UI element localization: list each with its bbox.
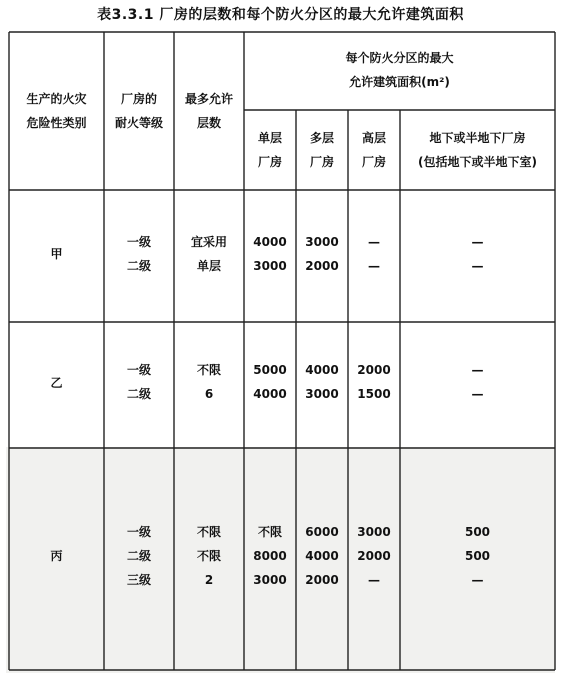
header-max-floors: 最多允许 层数 — [184, 92, 233, 130]
header-underground: 地下或半地下厂房 (包括地下或半地下室) — [418, 131, 537, 169]
row-jia-high: — — — [368, 235, 380, 273]
header-category: 生产的火灾 危险性类别 — [26, 92, 87, 130]
row-bing-max-floors: 不限 不限 2 — [196, 525, 221, 587]
table-title: 表3.3.1 厂房的层数和每个防火分区的最大允许建筑面积 — [97, 7, 464, 23]
row-bing-category: 丙 — [50, 549, 63, 563]
row-bing-underground: 500 500 — — [464, 525, 491, 587]
row-jia-category: 甲 — [50, 247, 63, 261]
row-yi-max-floors: 不限 6 — [196, 363, 221, 401]
row-yi-fire-rating: 一级 二级 — [126, 363, 151, 401]
row-bing-multi: 6000 4000 2000 — [305, 525, 339, 587]
header-single-storey: 单层 厂房 — [257, 131, 282, 169]
row-yi-multi: 4000 3000 — [305, 363, 339, 401]
row-yi-high: 2000 1500 — [357, 363, 391, 401]
row-bing-single: 不限 8000 3000 — [253, 525, 287, 587]
row-jia-multi: 3000 2000 — [305, 235, 339, 273]
header-fire-rating: 厂房的 耐火等级 — [114, 92, 163, 130]
row-yi-single: 5000 4000 — [253, 363, 287, 401]
row-yi-underground: — — — [471, 363, 484, 401]
row-jia-max-floors: 宜采用 单层 — [190, 235, 227, 273]
row-bing-fire-rating: 一级 二级 三级 — [126, 525, 151, 587]
row-jia-single: 4000 3000 — [253, 235, 287, 273]
header-high-rise: 高层 厂房 — [361, 131, 386, 169]
header-multi-storey: 多层 厂房 — [309, 131, 334, 169]
row-yi-category: 乙 — [50, 376, 63, 390]
row-bing-high: 3000 2000 — — [357, 525, 391, 587]
header-max-area: 每个防火分区的最大 允许建筑面积(m²) — [345, 51, 454, 89]
row-jia-fire-rating: 一级 二级 — [126, 235, 151, 273]
row-jia-underground: — — — [471, 235, 484, 273]
